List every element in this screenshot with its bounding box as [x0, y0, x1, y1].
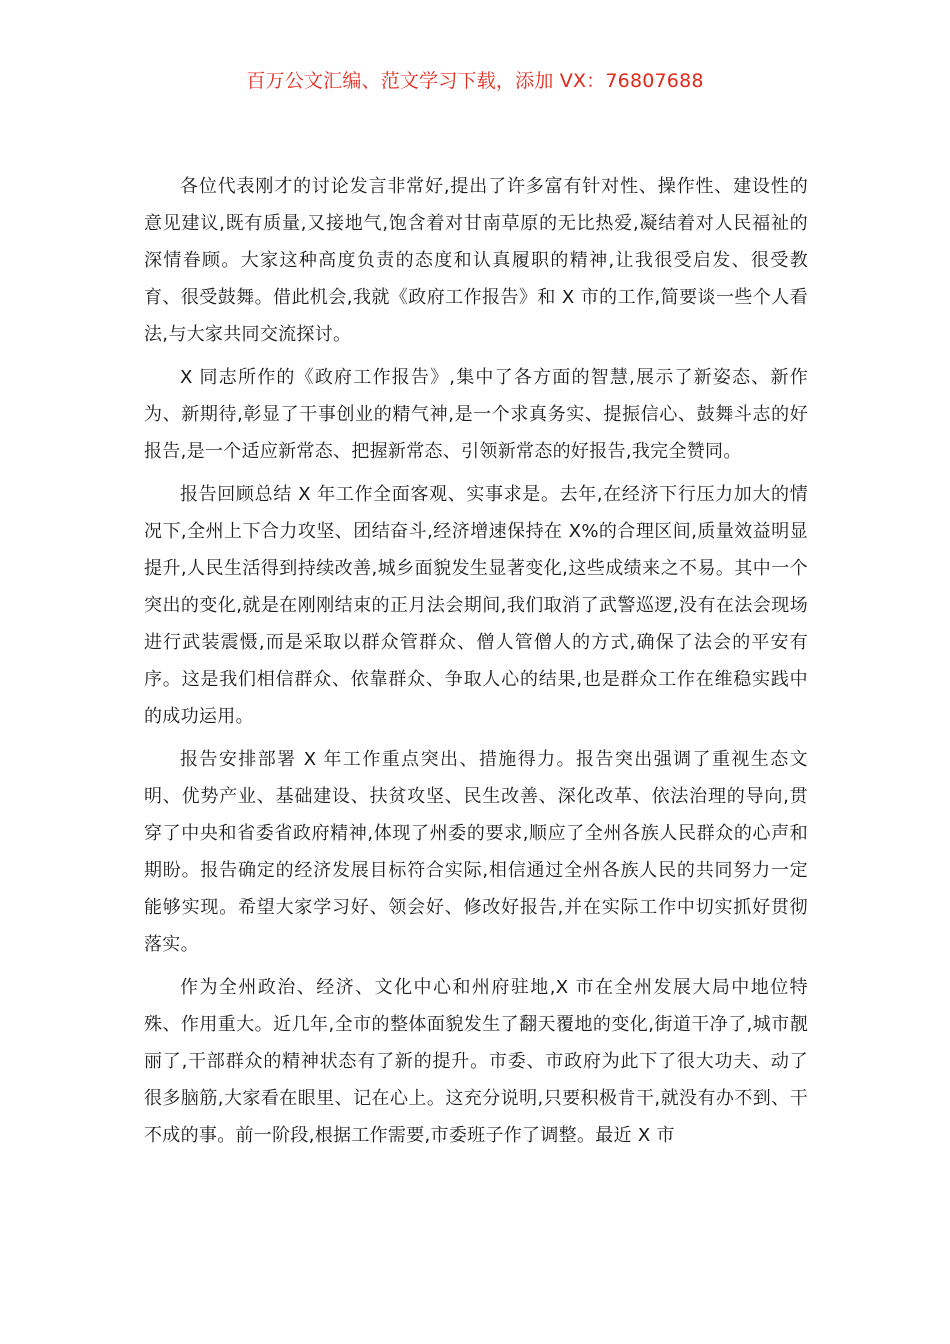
document-body	[144, 168, 808, 1160]
paragraph-2: X 同志所作的《政府工作报告》,集中了各方面的智慧,展示了新姿态、新作为、新期待,彰显了干事创业的精气神,是一个求真务实、提振信心、鼓舞斗志的好报告,是一个适应新常态、把握新常态、引领新常态的好报告,我完全赞同。	[144, 367, 808, 462]
paragraph-1: 各位代表刚才的讨论发言非常好,提出了许多富有针对性、操作性、建设性的意见建议,既有质量,又接地气,饱含着对甘南草原的无比热爱,凝结着对人民福祉的深情眷顾。大家这种高度负责的态度和认真履职的精神,让我很受启发、很受教育、很受鼓舞。借此机会,我就《政府工作报告》和 X 市的工作,简要谈一些个人看法,与大家共同交流探讨。	[144, 176, 808, 345]
paragraph-5: 作为全州政治、经济、文化中心和州府驻地,X 市在全州发展大局中地位特殊、作用重大。近几年,全市的整体面貌发生了翻天覆地的变化,街道干净了,城市靓丽了,干部群众的精神状态有了新的提升。市委、市政府为此下了很大功夫、动了很多脑筋,大家看在眼里、记在心上。这充分说明,只要积极肯干,就没有办不到、干不成的事。前一阶段,根据工作需要,市委班子作了调整。最近 X 市	[144, 977, 808, 1146]
paragraph-3: 报告回顾总结 X 年工作全面客观、实事求是。去年,在经济下行压力加大的情况下,全州上下合力攻坚、团结奋斗,经济增速保持在 X%的合理区间,质量效益明显提升,人民生活得到持续改善,城乡面貌发生显著变化,这些成绩来之不易。其中一个突出的变化,就是在刚刚结束的正月法会期间,我们取消了武警巡逻,没有在法会现场进行武装震慑,而是采取以群众管群众、僧人管僧人的方式,确保了法会的平安有序。这是我们相信群众、依靠群众、争取人心的结果,也是群众工作在维稳实践中的成功运用。	[144, 484, 808, 727]
promo-header: 百万公文汇编、范文学习下载，添加 VX：76807688	[246, 70, 704, 92]
paragraph-4: 报告安排部署 X 年工作重点突出、措施得力。报告突出强调了重视生态文明、优势产业、基础建设、扶贫攻坚、民生改善、深化改革、依法治理的导向,贯穿了中央和省委省政府精神,体现了州委的要求,顺应了全州各族人民群众的心声和期盼。报告确定的经济发展目标符合实际,相信通过全州各族人民的共同努力一定能够实现。希望大家学习好、领会好、修改好报告,并在实际工作中切实抓好贯彻落实。	[144, 749, 808, 955]
